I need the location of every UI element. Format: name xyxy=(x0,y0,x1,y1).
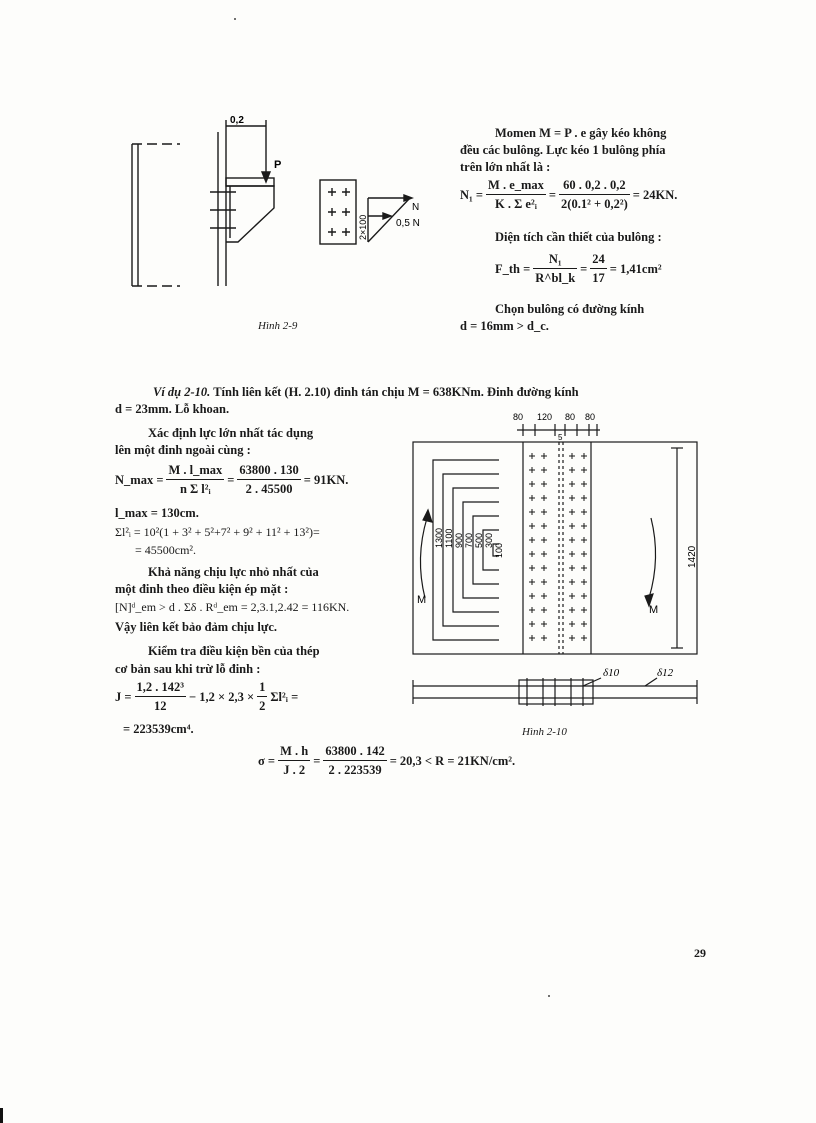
fig210-dim-1100: 1100 xyxy=(444,528,454,548)
eq-fth-result: = 1,41cm² xyxy=(609,261,662,276)
choose-bolt-line2: d = 16mm > d_c. xyxy=(460,319,549,333)
eq-n1-lhs: N₁ = xyxy=(460,187,484,202)
scan-speck xyxy=(548,995,550,997)
fraction-denominator: K . Σ e²ᵢ xyxy=(495,197,537,211)
fraction-numerator: 1 xyxy=(257,678,267,697)
scan-edge-mark xyxy=(0,1108,3,1123)
sum-line1: Σl²ᵢ = 10²(1 + 3² + 5²+7² + 9² + 11² + 13²)= xyxy=(115,525,320,539)
capacity-line1: Khả năng chịu lực nhỏ nhất của xyxy=(148,565,319,579)
fraction-denominator: 2 xyxy=(259,699,266,713)
eq-j-fraction-1 xyxy=(135,678,187,715)
fraction-denominator: 2 . 223539 xyxy=(328,763,382,777)
fig210-dim-700: 700 xyxy=(464,532,474,548)
equation-nmax: N_max = $\frac{M . l\_\max}{\text{n Σ l²ᵢ}}$ = $\frac{63800 . 130}{2 . 45500}$ = 91KN. xyxy=(115,463,349,496)
force-text-line2: lên một đinh ngoài cùng : xyxy=(115,443,251,457)
fig29-dim-0-2: 0,2 xyxy=(230,115,244,126)
fig210-dim-1300: 1300 xyxy=(434,527,444,548)
fig210-dim-100: 100 xyxy=(494,542,504,558)
fig210-top-dim: 80 xyxy=(565,412,576,422)
fraction-denominator: 12 xyxy=(154,699,167,713)
eq-nmax-fraction-1 xyxy=(166,461,224,498)
fig210-dim-1420: 1420 xyxy=(687,545,698,568)
eq-n1-fraction-2 xyxy=(559,176,630,213)
capacity-line2: một đinh theo điều kiện ép mặt : xyxy=(115,582,289,596)
check-line2: cơ bản sau khi trừ lỗ đinh : xyxy=(115,662,261,676)
fig29-label-05N: 0,5 N xyxy=(396,218,420,229)
eq-sigma-eq: = xyxy=(313,753,321,768)
fig210-label-d10: δ10 xyxy=(603,667,620,679)
fraction-denominator: 2(0.1² + 0,2²) xyxy=(561,197,628,211)
force-text-line1: Xác định lực lớn nhất tác dụng xyxy=(148,426,314,440)
fraction-numerator: M . e_max xyxy=(486,176,546,195)
sum-line2: = 45500cm². xyxy=(135,543,197,557)
equation-n1: N₁ = $\frac{M . e\_\max}{\text{K . Σ e²ᵢ}}$ = $\frac{60 . 0,2 . 0,2}{\text{2(0.1² + 0,2²)}}$ = 24KN. xyxy=(460,178,678,211)
fig210-top-dim: 80 xyxy=(585,412,596,422)
fraction-denominator: n Σ l²ᵢ xyxy=(179,482,211,496)
fraction-denominator: 2 . 45500 xyxy=(245,482,293,496)
fraction-denominator: 17 xyxy=(592,271,605,285)
fraction-numerator: 63800 . 130 xyxy=(237,461,300,480)
fig210-label-M-left: M xyxy=(417,594,427,606)
eq-sigma-lhs: σ = xyxy=(258,753,276,768)
choose-bolt-line1: Chọn bulông có đường kính xyxy=(495,302,645,316)
eq-n1-fraction-1 xyxy=(486,176,546,213)
example-label: Ví dụ 2-10. xyxy=(153,385,211,399)
eq-j-mid: − 1,2 × 2,3 × xyxy=(189,689,255,704)
fig29-label-N: N xyxy=(412,202,420,213)
fig210-top-dim: 80 xyxy=(513,412,524,422)
area-text: Diện tích cần thiết của bulông : xyxy=(495,230,662,244)
eq-nmax-result: = 91KN. xyxy=(303,472,349,487)
example-line2: d = 23mm. Lỗ khoan. xyxy=(115,402,230,416)
fig29-label-P: P xyxy=(274,159,282,171)
figure-2-10-drawing xyxy=(405,408,710,713)
fraction-numerator: 24 xyxy=(590,250,607,269)
fig210-dim-500: 500 xyxy=(474,532,484,548)
eq-j-end: Σl²ᵢ = xyxy=(270,689,299,704)
momen-text-line1: Momen M = P . e gây kéo không xyxy=(495,126,667,140)
eq-j-fraction-2 xyxy=(257,678,267,715)
figure-2-10-caption: Hình 2-10 xyxy=(522,726,567,738)
figure-2-9-drawing xyxy=(120,110,450,300)
fraction-numerator: M . h xyxy=(278,742,310,761)
lmax-text: l_max = 130cm. xyxy=(115,506,199,520)
fig210-label-M-right: M xyxy=(649,604,659,616)
eq-nmax-fraction-2 xyxy=(237,461,300,498)
example-heading xyxy=(153,383,579,401)
eq-fth-lhs: F_th = xyxy=(495,261,531,276)
fraction-numerator: 63800 . 142 xyxy=(323,742,386,761)
fraction-denominator: R^bl_k xyxy=(535,271,576,285)
momen-text-line2: đều các bulông. Lực kéo 1 bulông phía xyxy=(460,143,666,157)
fraction-numerator: N₁ xyxy=(533,250,577,269)
eq-nmax-lhs: N_max = xyxy=(115,472,164,487)
figure-2-9-caption: Hình 2-9 xyxy=(258,320,298,332)
eq-fth-fraction-1 xyxy=(533,250,577,287)
eq-sigma-fraction-1 xyxy=(278,742,310,779)
equation-j xyxy=(115,678,298,715)
fraction-numerator: 1,2 . 142³ xyxy=(135,678,187,697)
fraction-numerator: 60 . 0,2 . 0,2 xyxy=(559,176,630,195)
eq-j-result: = 223539cm⁴. xyxy=(123,722,194,736)
capacity-line3: [N]ᵈ_em > d . Σδ . Rᵈ_em = 2,3.1,2.42 = 116KN. xyxy=(115,600,350,614)
eq-sigma-result: = 20,3 < R = 21KN/cm². xyxy=(389,753,516,768)
eq-j-lhs: J = xyxy=(115,689,132,704)
momen-text-line3: trên lớn nhất là : xyxy=(460,160,551,174)
eq-fth-fraction-2 xyxy=(590,250,607,287)
fraction-denominator: J . 2 xyxy=(283,763,306,777)
fig210-top-dim: 120 xyxy=(537,412,553,422)
equation-fth: F_th = $\frac{\text{N₁}}{R\^{}bl\_k}$ = $\frac{24}{17}$ = 1,41cm² xyxy=(495,252,662,285)
capacity-line4: Vậy liên kết bảo đảm chịu lực. xyxy=(115,620,278,634)
fig29-label-2x100: 2×100 xyxy=(358,214,368,240)
eq-n1-result: = 24KN. xyxy=(632,187,678,202)
fig210-label-d12: δ12 xyxy=(657,667,674,679)
check-line1: Kiểm tra điều kiện bền của thép xyxy=(148,644,320,658)
equation-sigma xyxy=(258,742,515,779)
fig210-dim-300: 300 xyxy=(484,532,494,548)
eq-sigma-fraction-2 xyxy=(323,742,386,779)
fig210-dim-900: 900 xyxy=(454,532,464,548)
example-heading-text: Tính liên kết (H. 2.10) đinh tán chịu M = 638KNm. Đinh đường kính xyxy=(213,385,579,399)
page-number: 29 xyxy=(694,946,706,960)
scan-speck xyxy=(234,18,236,20)
fraction-numerator: M . l_max xyxy=(166,461,224,480)
fig210-dim-5: 5 xyxy=(558,433,563,442)
